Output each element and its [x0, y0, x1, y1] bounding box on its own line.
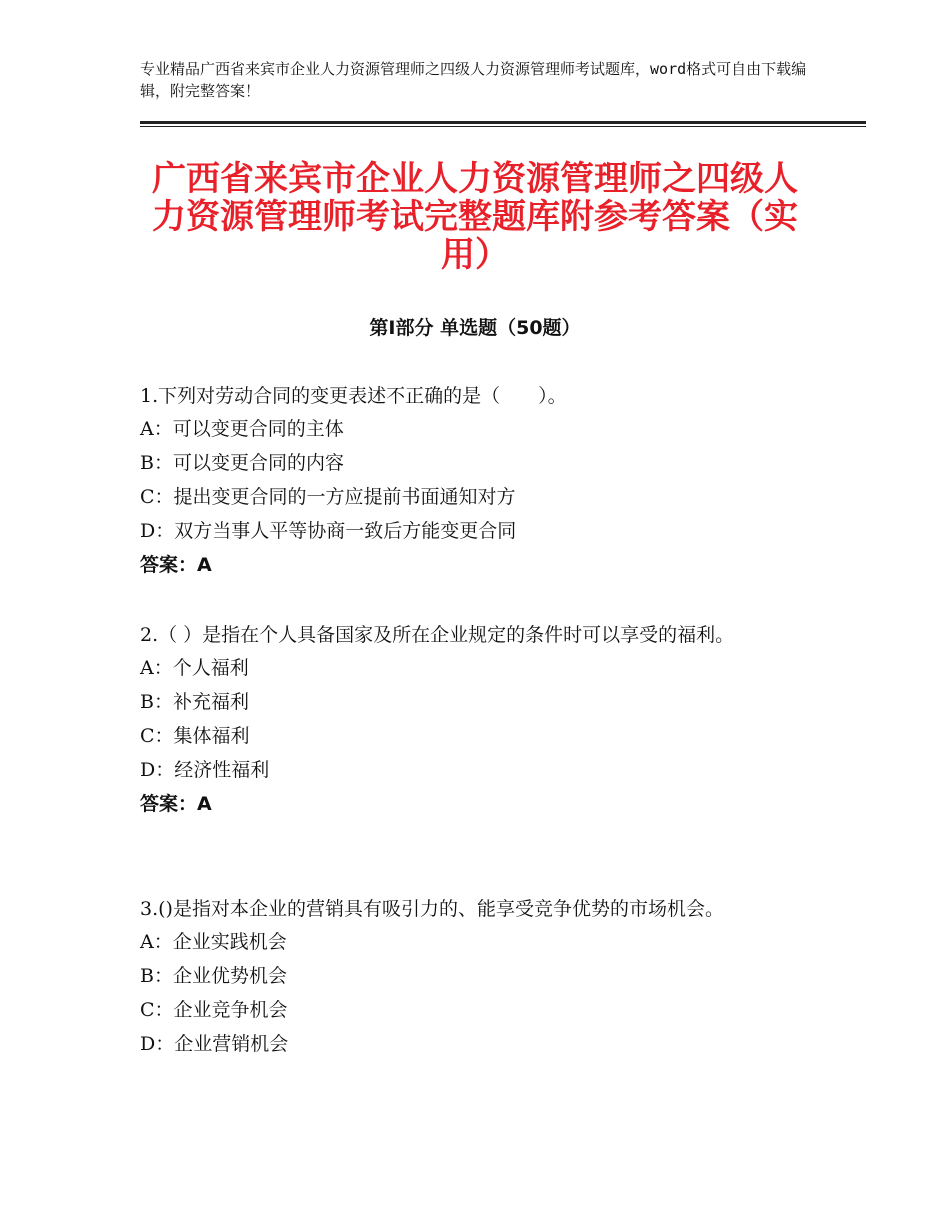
option-d: D：双方当事人平等协商一致后方能变更合同: [140, 520, 517, 542]
option-a: A：个人福利: [140, 657, 249, 679]
option-c: C：企业竞争机会: [140, 999, 288, 1021]
option-b: B：可以变更合同的内容: [140, 452, 344, 474]
option-c: C：提出变更合同的一方应提前书面通知对方: [140, 486, 516, 508]
answer: 答案：A: [140, 793, 212, 815]
question-2: [140, 620, 800, 821]
option-a: A：企业实践机会: [140, 931, 287, 953]
question-3: [140, 894, 800, 1061]
header-rule-thin: [140, 126, 866, 127]
answer: 答案：A: [140, 554, 212, 576]
option-c: C：集体福利: [140, 725, 250, 747]
header-note: 专业精品广西省来宾市企业人力资源管理师之四级人力资源管理师考试题库，word格式可自由下载编辑，附完整答案！: [140, 60, 807, 100]
option-b: B：企业优势机会: [140, 965, 287, 987]
section-heading: 第Ⅰ部分 单选题（50题）: [369, 317, 581, 339]
option-a: A：可以变更合同的主体: [140, 418, 344, 440]
option-b: B：补充福利: [140, 691, 249, 713]
question-stem: 3.()是指对本企业的营销具有吸引力的、能享受竞争优势的市场机会。: [140, 898, 724, 920]
question-1: [140, 381, 800, 582]
question-stem: 2.（ ）是指在个人具备国家及所在企业规定的条件时可以享受的福利。: [140, 624, 735, 646]
question-stem: 1.下列对劳动合同的变更表述不正确的是（ ）。: [140, 385, 567, 407]
document-title: 广西省来宾市企业人力资源管理师之四级人力资源管理师考试完整题库附参考答案（实用）: [152, 159, 798, 275]
option-d: D：企业营销机会: [140, 1033, 289, 1055]
header-rule-thick: [140, 121, 866, 124]
option-d: D：经济性福利: [140, 759, 270, 781]
